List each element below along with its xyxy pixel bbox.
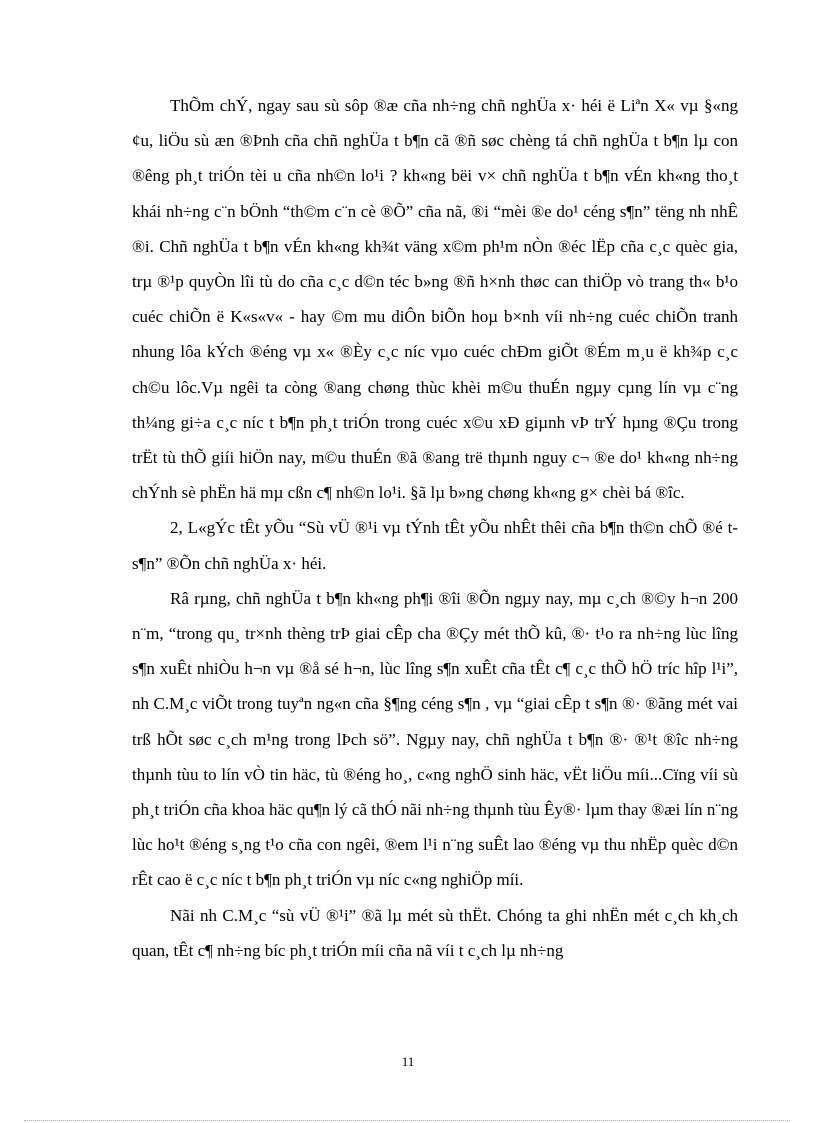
paragraph-4: Nãi nh C.M¸c “sù vÜ ®¹i” ®ã lµ mét sù thËt. Chóng ta ghi nhËn mét c¸ch kh¸ch quan, tÊt c¶ nh÷ng bíc ph¸t triÓn míi cña nã víi t c¸ch lµ nh÷ng — [132, 905, 738, 960]
body-text — [132, 88, 738, 968]
paragraph-2: 2, L«gÝc tÊt yÕu “Sù vÜ ®¹i vµ tÝnh tÊt yÕu nhÊt thêi cña b¶n th©n chÕ ®é t s¶n” ®Õn chñ nghÜa x· héi. — [132, 518, 738, 573]
paragraph-1: ThÕm chÝ, ngay sau sù sôp ®æ cña nh÷ng chñ nghÜa x· héi ë Liªn X« vµ §«ng ¢u, liÖu sù æn ®Þnh cña chñ nghÜa t b¶n cã ®ñ søc chèng tá chñ nghÜa t b¶n lµ con ®êng ph¸t triÓn tèi u cña nh©n lo¹i ? kh«ng bëi v× chñ nghÜa t b¶n vÉn kh«ng tho¸t khái nh÷ng c¨n bÖnh “th©m c¨n cè ®Õ” cña nã, ®i “mèi ®e do¹ céng s¶n” tëng nh nhÊ ®i. Chñ nghÜa t b¶n vÉn kh«ng kh¾t väng x©m ph¹m nÒn ®éc lËp cña c¸c quèc gia, trµ ®¹p quyÒn lîi tù do cña c¸c d©n téc b»ng ®ñ h×nh thøc can thiÖp vò trang th« b¹o cuéc chiÕn ë K«s«v« - hay ©m mu diÔn biÕn hoµ b×nh víi nh÷ng cuéc chiÕn tranh nhung lôa kÝch ®éng vµ x« ®Èy c¸c níc vµo cuéc chÐm giÕt ®Ém m¸u ë kh¾p c¸c ch©u lôc.Vµ ngêi ta còng ®ang chøng thùc khèi m©u thuÉn ngµy cµng lín vµ c¨ng th¼ng gi÷a c¸c níc t b¶n ph¸t triÓn trong cuéc x©u xÐ giµnh vÞ trÝ hµng ®Çu trong trËt tù thÕ giíi hiÖn nay, m©u thuÉn ®ã ®ang trë thµnh nguy c¬ ®e do¹ kh«ng nh÷ng chÝnh sè phËn hä mµ cßn c¶ nh©n lo¹i. §ã lµ b»ng chøng kh«ng g× chèi bá ®îc. — [132, 96, 738, 503]
footer-divider — [24, 1120, 790, 1121]
page-number: 11 — [401, 1054, 415, 1069]
paragraph-3: Râ rµng, chñ nghÜa t b¶n kh«ng ph¶i ®îi ®Õn ngµy nay, mµ c¸ch ®©y h¬n 200 n¨m, “trong qu¸ tr×nh thèng trÞ giai cÊp cha ®Çy mét thÕ kû, ®· t¹o ra nh÷ng lùc lîng s¶n xuÊt nhiÒu h¬n vµ ®å sé h¬n, lùc lîng s¶n xuÊt cña tÊt c¶ c¸c thÕ hÖ tríc hîp l¹i”, nh C.M¸c viÕt trong tuyªn ng«n cña §¶ng céng s¶n , vµ “giai cÊp t s¶n ®· ®ãng mét vai trß hÕt søc c¸ch m¹ng trong lÞch sö”. Ngµy nay, chñ nghÜa t b¶n ®· ®¹t ®îc nh÷ng thµnh tùu to lín vÒ tin häc, tù ®éng ho¸, c«ng nghÖ sinh häc, vËt liÖu míi...Cïng víi sù ph¸t triÓn cña khoa häc qu¶n lý cã thÓ nãi nh÷ng thµnh tùu Êy®· lµm thay ®æi lín n¨ng lùc ho¹t ®éng s¸ng t¹o cña con ngêi, ®em l¹i n¨ng suÊt lao ®éng vµ thu nhËp quèc d©n rÊt cao ë c¸c níc t b¶n ph¸t triÓn vµ níc c«ng nghiÖp míi. — [132, 588, 738, 890]
